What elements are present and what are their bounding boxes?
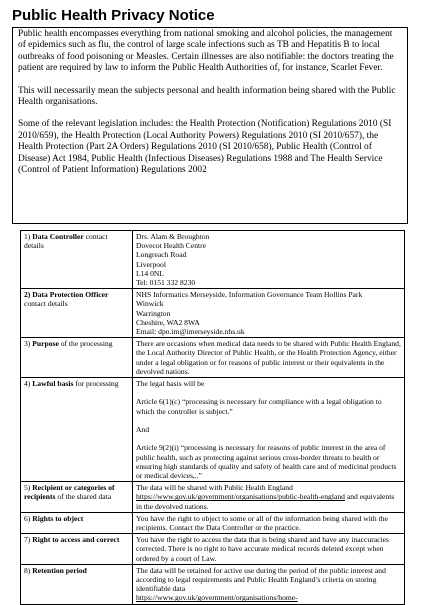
table-row-object xyxy=(21,512,405,533)
page-title: Public Health Privacy Notice xyxy=(12,7,215,24)
retention-text: The data will be retained for active use during the period of the public interest and according to legal requirements and Public Health England’s criteria on storing identifiable data https://www.gov.uk/government/organisations/home- xyxy=(133,564,405,604)
intro-paragraph-3: Some of the relevant legislation includes: the Health Protection (Notification) Regulations 2010 (SI 2010/659), the Health Protection (Local Authority Powers) Regulations 2010 (SI 2010/657), the Health Protection (Part 2A Orders) Regulations 2010 (SI 2010/658), Public Health (Control of Disease) Act 1984, Public Health (Infectious Diseases) Regulations 1988 and The Health Service (Control of Patient Information) Regulations 2002 xyxy=(18,119,392,176)
privacy-table xyxy=(20,230,405,605)
article-9-text: Article 9(2)(i) “processing is necessary for reasons of public interest in the area of public health, such as protecting against serious cross-border threats to health or ensuring high standards of quality and safety of health care and of medicinal products or medical devices,..” xyxy=(136,443,397,481)
controller-line: Drs. Alam & Broughton xyxy=(136,232,210,241)
controller-line: Longreach Road xyxy=(136,250,187,260)
controller-details xyxy=(133,231,405,289)
dpo-details xyxy=(133,289,405,338)
dpo-email[interactable]: Email: dpo.im@imerseyside.nhs.uk xyxy=(136,327,245,337)
purpose-label: 3) Purpose of the processing xyxy=(21,338,133,378)
table-row-lawful-basis xyxy=(21,378,405,482)
table-row-retention xyxy=(21,564,405,604)
controller-line: Dovecot Health Centre xyxy=(136,241,207,251)
retention-label: 8) Retention period xyxy=(21,564,133,604)
access-text: You have the right to access the data that is being shared and have any inaccuracies corrected. There is no right to have accurate medical records deleted except when ordered by a court of Law. xyxy=(133,534,405,565)
lawful-basis-intro: The legal basis will be xyxy=(136,379,205,389)
phe-link[interactable]: https://www.gov.uk/government/organisations/public-health-england xyxy=(136,492,345,502)
table-row-controller xyxy=(21,231,405,289)
and-text: And xyxy=(136,425,150,435)
controller-line: L14 0NL xyxy=(136,268,165,278)
retention-link[interactable]: https://www.gov.uk/government/organisations/home- xyxy=(136,593,298,603)
table-row-dpo xyxy=(21,289,405,338)
table-row-access xyxy=(21,534,405,565)
article-6-text: Article 6(1)(c) “processing is necessary for compliance with a legal obligation to which the controller is subject.” xyxy=(136,397,382,416)
controller-line: Liverpool xyxy=(136,259,166,269)
recipients-text: The data will be shared with Public Health England https://www.gov.uk/government/organisations/public-health-england and equivalents in the devolved nations. xyxy=(133,482,405,513)
lawful-basis-label: 4) Lawful basis for processing xyxy=(21,378,133,482)
table-row-recipients xyxy=(21,482,405,513)
object-label: 6) Rights to object xyxy=(21,512,133,533)
intro-paragraph-2: This will necessarily mean the subjects personal and health information being shared with the Public Health organisations. xyxy=(18,85,396,108)
controller-label: 1) Data Controller contact details xyxy=(21,231,133,289)
intro-box xyxy=(12,27,408,224)
dpo-label: 2) Data Protection Officer contact details xyxy=(21,289,133,338)
table-row-purpose xyxy=(21,338,405,378)
dpo-line: Winwick xyxy=(136,299,164,309)
dpo-line: NHS Informatics Merseyside, Information Governance Team Hollins Park xyxy=(136,290,363,300)
lawful-basis-text xyxy=(133,378,405,482)
intro-paragraph-1: Public health encompasses everything from national smoking and alcohol policies, the management of epidemics such as flu, the control of large scale infections such as TB and Hepatitis B to local outbreaks of food poisoning or Measles. Certain illnesses are also notifiable: the doctors treating the patient are required by law to inform the Public Health Authorities of, for instance, Scarlet Fever. xyxy=(18,29,394,74)
controller-line: Tel: 0151 332 8230 xyxy=(136,278,196,288)
dpo-line: Cheshire, WA2 8WA xyxy=(136,317,200,327)
dpo-line: Warrington xyxy=(136,308,171,318)
object-text: You have the right to object to some or all of the information being shared with the recipients. Contact the Data Controller or the practice. xyxy=(133,512,405,533)
recipients-label: 5) Recipient or categories of recipients of the shared data xyxy=(21,482,133,513)
access-label: 7) Right to access and correct xyxy=(21,534,133,565)
purpose-text: There are occasions when medical data needs to be shared with Public Health England, the Local Authority Director of Public Health, or the Health Protection Agency, either under a legal obligation or for reasons of public interest or their equivalents in the devolved nations. xyxy=(133,338,405,378)
